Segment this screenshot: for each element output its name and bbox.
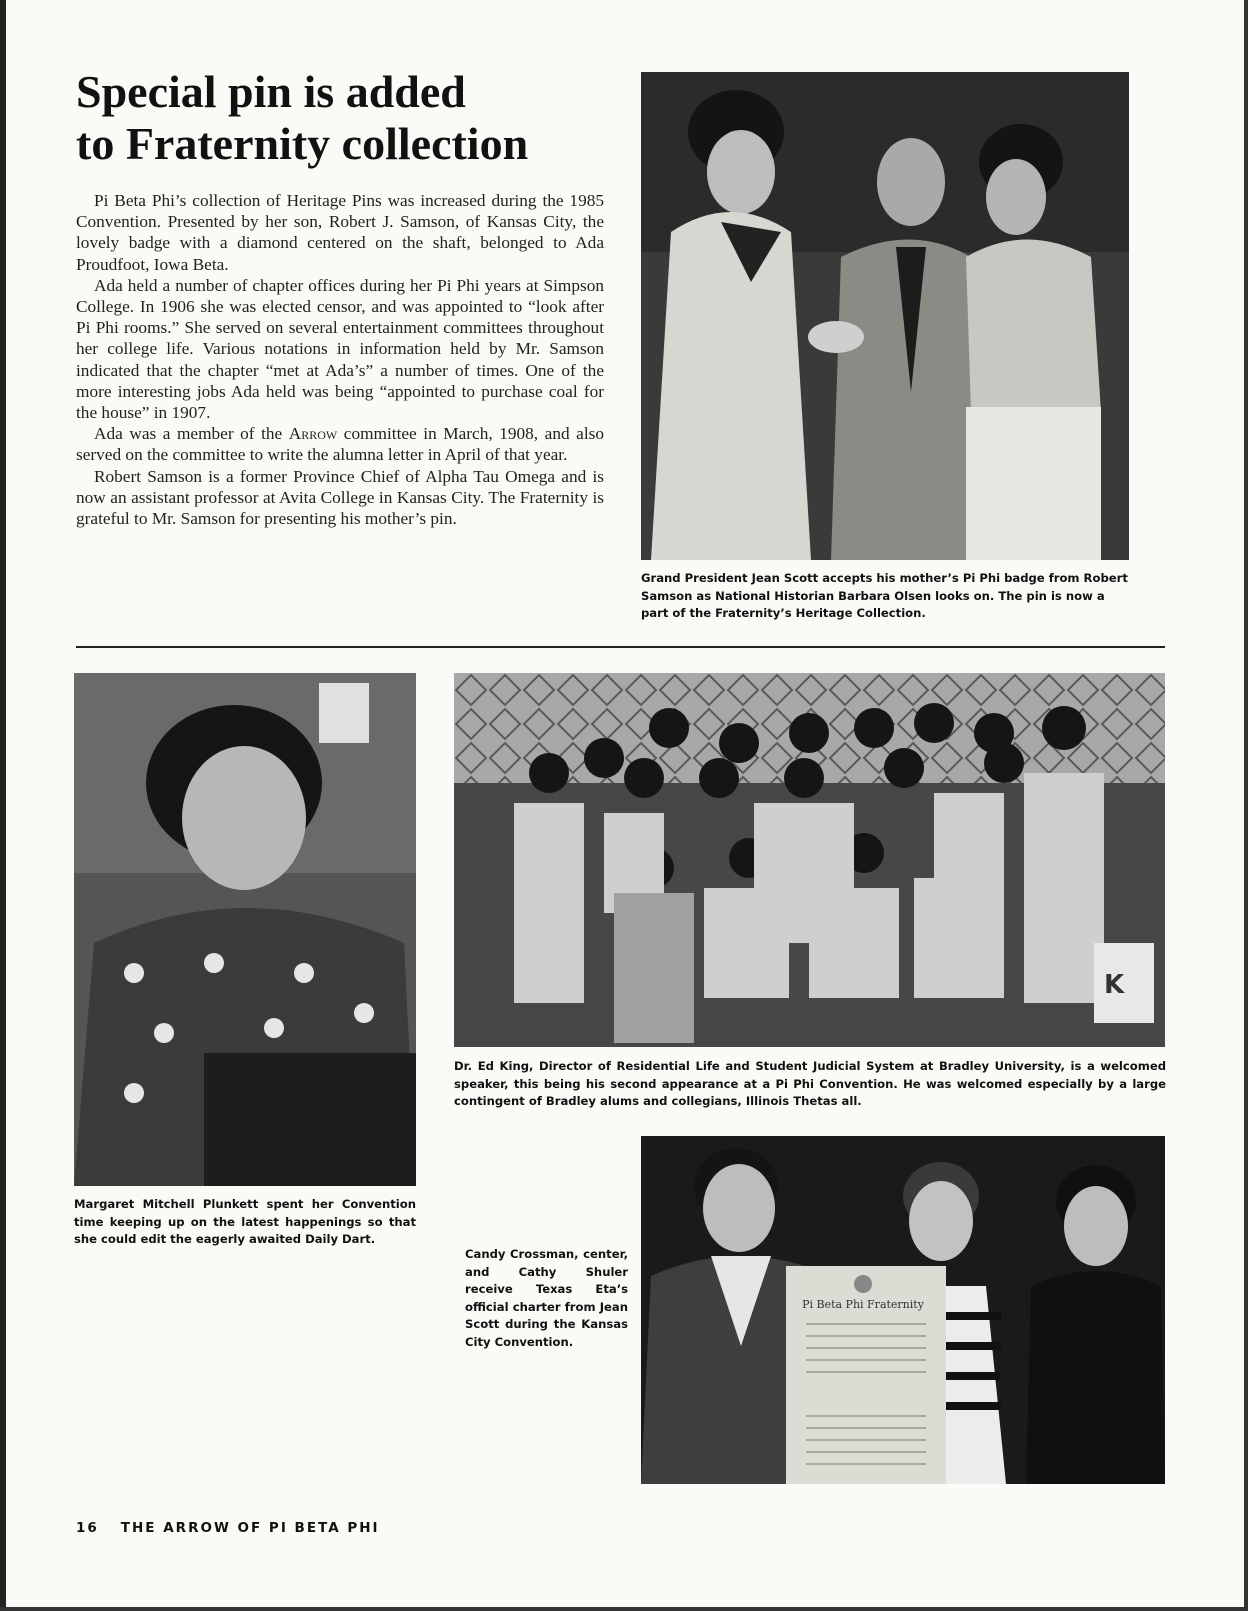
article-body — [76, 190, 604, 529]
article-paragraph-2: Ada held a number of chapter offices during her Pi Phi years at Simpson College. In 1906 she was elected censor, and was appointed to “look after Pi Phi rooms.” She served on several entertainment committees throughout her college life. Various notations in information held by Mr. Samson indicated that the chapter “met at Ada’s” a number of times. One of the more interesting jobs Ada held was being “appointed to purchase coal for the house” in 1907. — [76, 275, 604, 423]
article-paragraph-3-start: Ada was a member of the — [94, 424, 289, 444]
page-number: 16 — [76, 1520, 99, 1536]
article-paragraph-3-end: committee in March, 1908, and also served on the committee to write the alumna letter in April of that year. — [76, 424, 604, 465]
charter-photo — [641, 1136, 1165, 1484]
pin-presentation-photo — [641, 72, 1129, 560]
headline-line-1: Special pin is added — [76, 66, 466, 117]
charter-document-heading: Pi Beta Phi Fraternity — [802, 1298, 924, 1311]
article-paragraph-1: Pi Beta Phi’s collection of Heritage Pins was increased during the 1985 Convention. Presented by her son, Robert J. Samson, of Kansas City, the lovely badge with a diamond centered on the shaft, belonged to Ada Proudfoot, Iowa Beta. — [76, 191, 604, 274]
group-photo-bag-text: K — [1104, 970, 1125, 1000]
page-border-bottom — [0, 1607, 1248, 1611]
publication-name: THE ARROW OF PI BETA PHI — [120, 1520, 380, 1536]
typist-caption: Margaret Mitchell Plunkett spent her Convention time keeping up on the latest happenings so that she could edit the eagerly awaited Daily Dart. — [74, 1197, 416, 1246]
group-photo-caption: Dr. Ed King, Director of Residential Life and Student Judicial System at Bradley University, is a welcomed speaker, this being his second appearance at a Pi Phi Convention. He was welcomed especially by a large contingent of Bradley alums and collegians, Illinois Thetas all. — [454, 1059, 1166, 1108]
charter-caption: Candy Crossman, center, and Cathy Shuler receive Texas Eta’s official charter from Jean Scott during the Kansas City Convention. — [465, 1247, 628, 1349]
pin-presentation-caption: Grand President Jean Scott accepts his mother’s Pi Phi badge from Robert Samson as National Historian Barbara Olsen looks on. The pin is now a part of the Fraternity’s Heritage Collection. — [641, 571, 1128, 620]
section-divider — [76, 646, 1165, 648]
arrow-committee-name: Arrow — [288, 424, 338, 444]
typist-photo — [74, 673, 416, 1186]
article-paragraph-4: Robert Samson is a former Province Chief of Alpha Tau Omega and is now an assistant professor at Avita College in Kansas City. The Fraternity is grateful to Mr. Samson for presenting his mother’s pin. — [76, 466, 604, 529]
article-headline — [76, 66, 616, 170]
page-border-left — [0, 0, 6, 1611]
group-photo — [454, 673, 1165, 1047]
page-footer — [76, 1520, 380, 1536]
headline-line-2: to Fraternity collection — [76, 118, 529, 169]
page-border-right — [1244, 0, 1248, 1611]
article-paragraph-3 — [76, 423, 604, 465]
